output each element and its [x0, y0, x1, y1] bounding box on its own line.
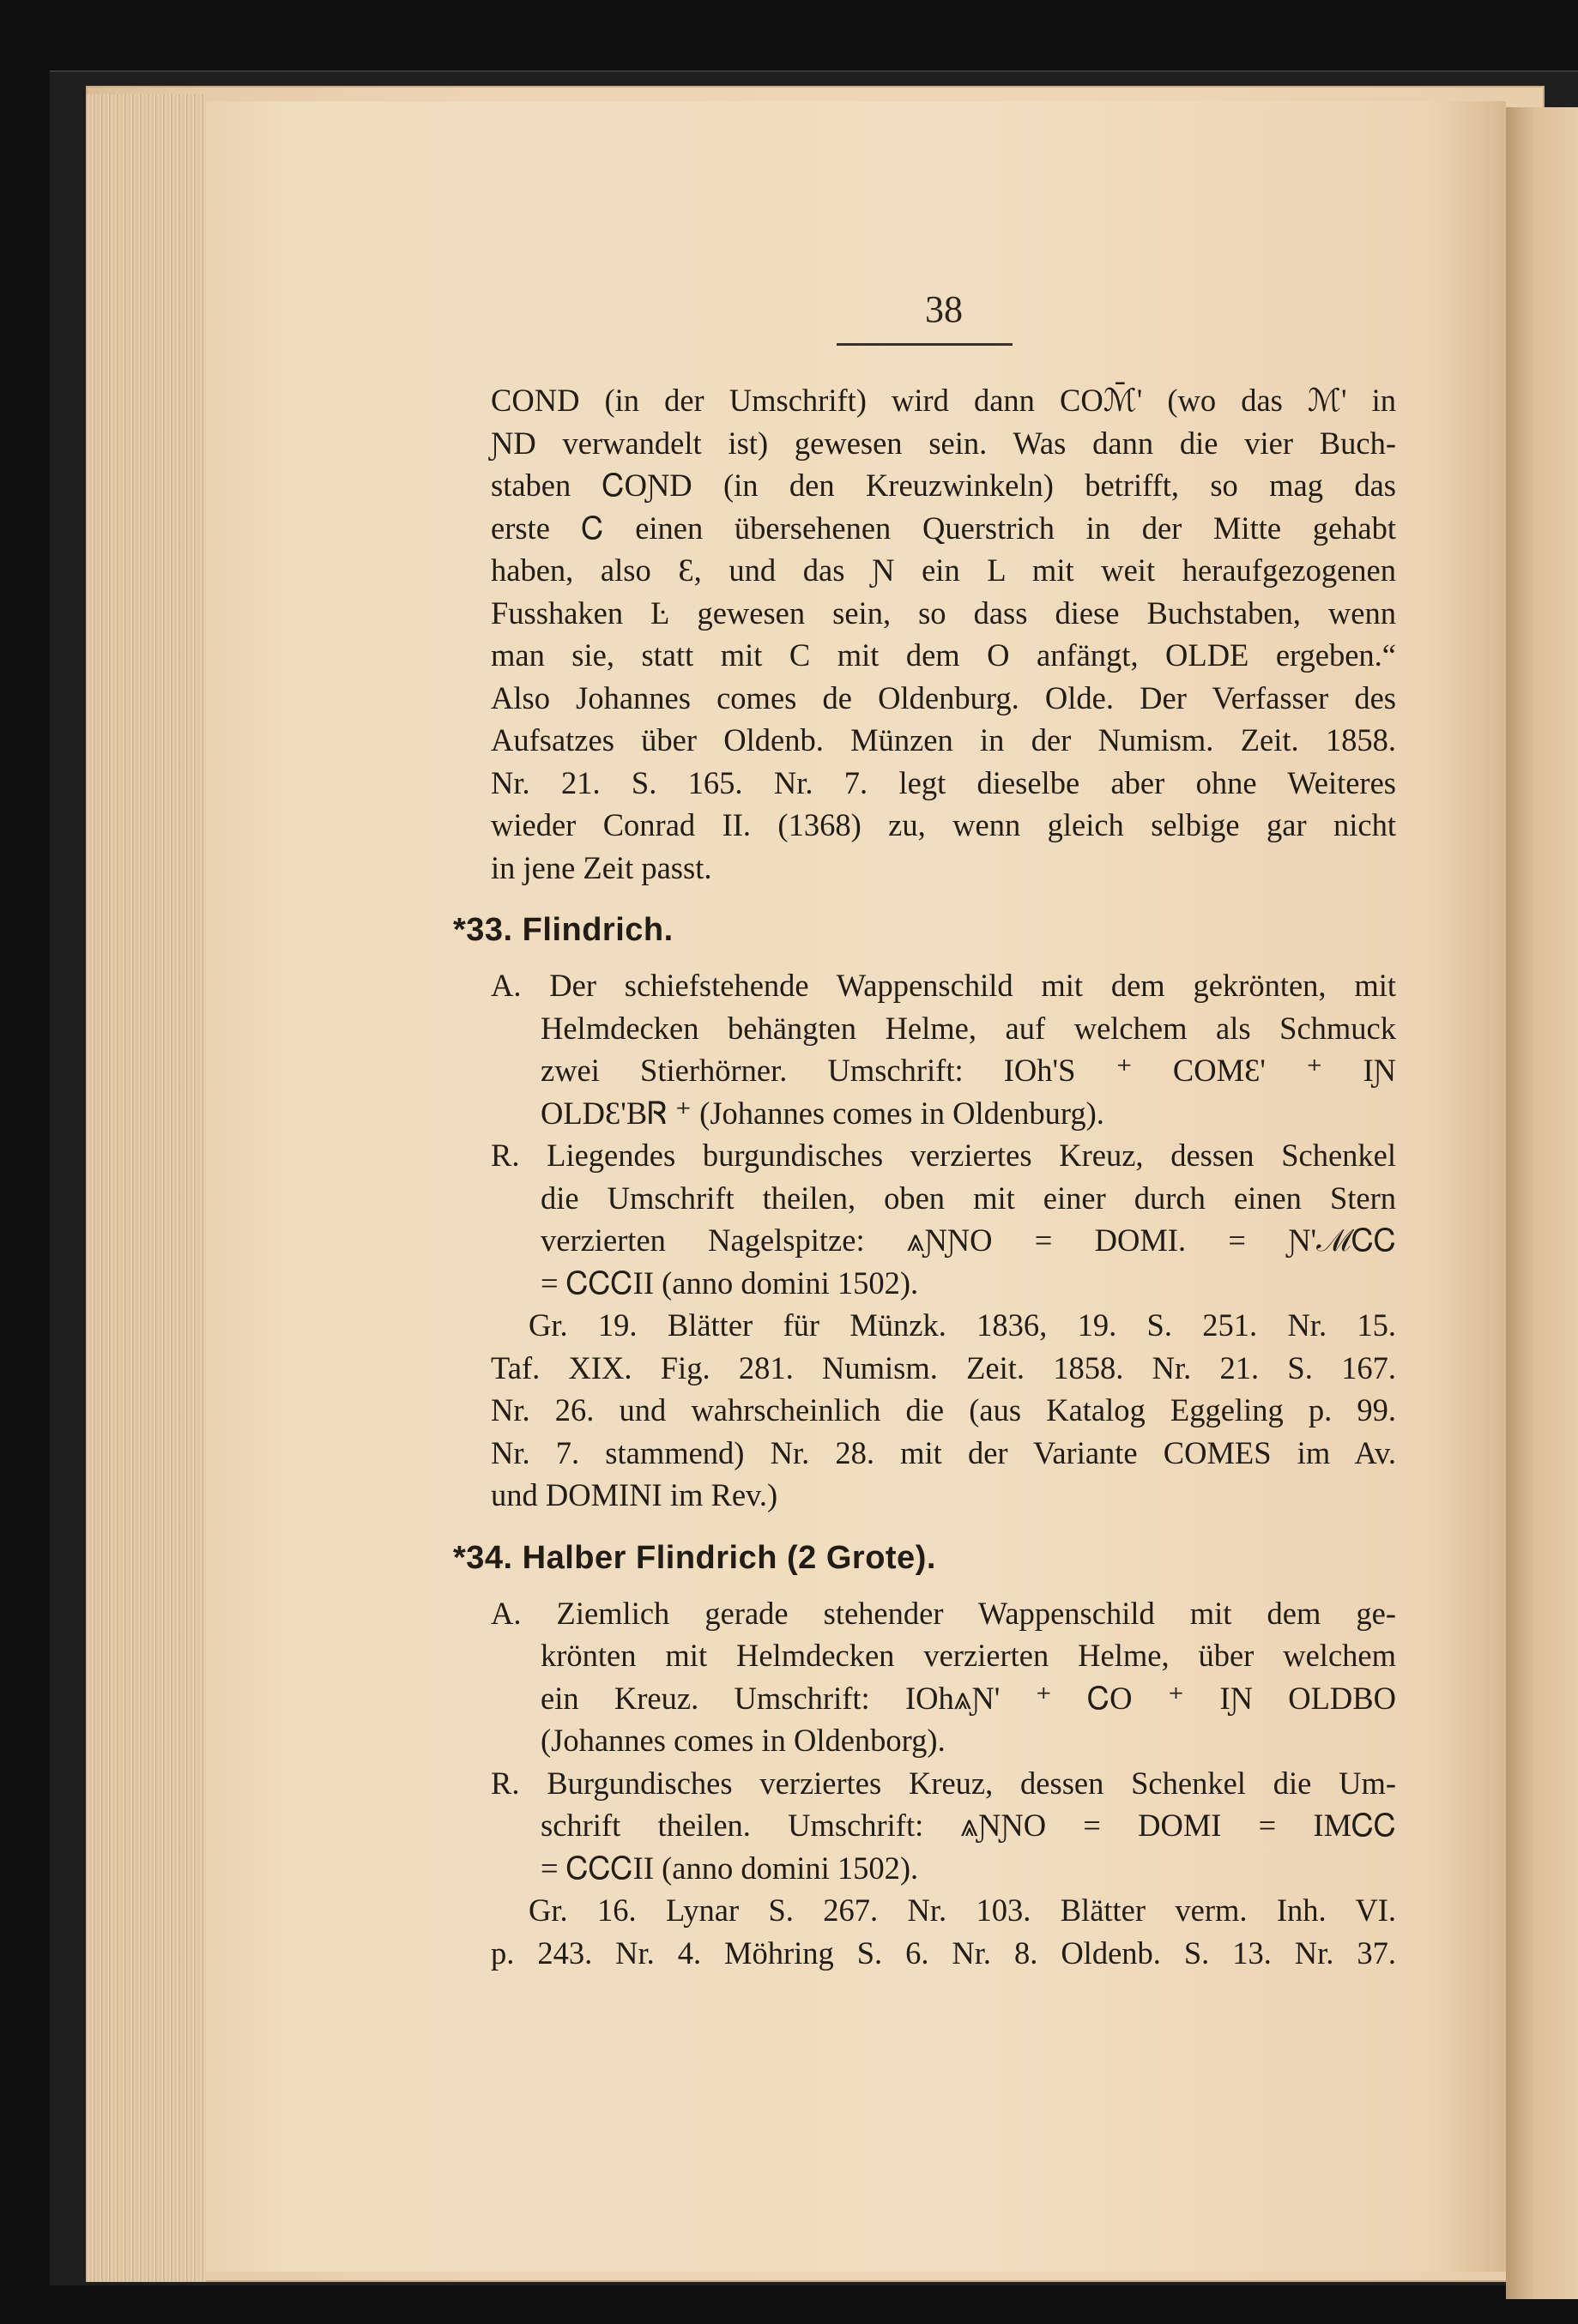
text-line: Gr. 19. Blätter für Münzk. 1836, 19. S. 251. Nr. 15. — [529, 1307, 1396, 1343]
text-line: Nr. 26. und wahrscheinlich die (aus Katalog Eggeling p. 99. — [491, 1392, 1396, 1428]
text-line: erste Ꮯ einen übersehenen Querstrich in der Mitte gehabt — [491, 510, 1396, 546]
text-line: Taf. XIX. Fig. 281. Numism. Zeit. 1858. Nr. 21. S. 167. — [491, 1349, 1396, 1385]
text-line: schrift theilen. Umschrift: ⩓ƝƝO = DOMI = IMᏟᏟ — [541, 1808, 1396, 1843]
text-line: in jene Zeit passt. — [491, 849, 712, 885]
text-line: OLDƐ'BᏒ ⁺ (Johannes comes in Oldenburg). — [541, 1095, 1104, 1131]
text-line: = ᏟᏟᏟII (anno domini 1502). — [541, 1850, 919, 1886]
text-line: wieder Conrad II. (1368) zu, wenn gleich selbige gar nicht — [491, 807, 1396, 842]
section-33-references — [491, 1304, 1396, 1517]
section-34-references — [491, 1889, 1396, 1974]
text-line: Gr. 16. Lynar S. 267. Nr. 103. Blätter verm. Inh. VI. — [529, 1892, 1396, 1928]
section-34-obverse — [491, 1592, 1396, 1762]
page-number: 38 — [925, 288, 963, 330]
section-heading-33: *33. Flindrich. — [453, 912, 674, 948]
text-line: verzierten Nagelspitze: ⩓ƝƝO = DOMI. = Ɲ'ℳᏟᏟ — [541, 1222, 1396, 1258]
text-line: krönten mit Helmdecken verzierten Helme, über welchem — [541, 1638, 1396, 1673]
text-line: A. Der schiefstehende Wappenschild mit dem gekrönten, mit — [491, 968, 1396, 1003]
text-line: R. Liegendes burgundisches verziertes Kreuz, dessen Schenkel — [491, 1138, 1396, 1173]
text-line: (Johannes comes in Oldenborg). — [541, 1723, 946, 1758]
text-line: haben, also Ɛ, und das Ɲ ein L mit weit heraufgezogenen — [491, 552, 1396, 588]
text-line: Also Johannes comes de Oldenburg. Olde. Der Verfasser des — [491, 679, 1396, 715]
text-line: = ᏟᏟᏟII (anno domini 1502). — [541, 1265, 919, 1301]
page-edges — [86, 94, 206, 2282]
text-line: Nr. 21. S. 165. Nr. 7. legt dieselbe aber ohne Weiteres — [491, 764, 1396, 800]
text-line: man sie, statt mit C mit dem O anfängt, OLDE ergeben.“ — [491, 637, 1396, 673]
text-line: COND (in der Umschrift) wird dann COℳ̄' (wo das ℳ' in — [491, 383, 1396, 418]
text-line: A. Ziemlich gerade stehender Wappenschild mit dem ge- — [491, 1595, 1396, 1631]
section-33-reverse — [491, 1134, 1396, 1304]
text-line: ein Kreuz. Umschrift: IOh⩓Ɲ' ⁺ ᏟO ⁺ IƝ OLDBO — [541, 1680, 1396, 1716]
facing-page-edge — [1506, 107, 1578, 2299]
section-33-obverse — [491, 964, 1396, 1134]
text-line: Aufsatzes über Oldenb. Münzen in der Numism. Zeit. 1858. — [491, 722, 1396, 758]
text-line: Helmdecken behängten Helme, auf welchem als Schmuck — [541, 1010, 1396, 1046]
text-line: R. Burgundisches verziertes Kreuz, dessen Schenkel die Um- — [491, 1765, 1396, 1801]
section-heading-34: *34. Halber Flindrich (2 Grote). — [453, 1539, 936, 1576]
text-line: die Umschrift theilen, oben mit einer durch einen Stern — [541, 1180, 1396, 1216]
text-line: staben ᏟOƝD (in den Kreuzwinkeln) betrifft, so mag das — [491, 468, 1396, 503]
text-line: ƝD verwandelt ist) gewesen sein. Was dann die vier Buch- — [491, 425, 1396, 461]
section-34-reverse — [491, 1762, 1396, 1890]
page-number-rule — [837, 343, 1013, 346]
text-line: Fusshaken Ŀ gewesen sein, so dass diese Buchstaben, wenn — [491, 595, 1396, 631]
text-line: p. 243. Nr. 4. Möhring S. 6. Nr. 8. Oldenb. S. 13. Nr. 37. — [491, 1935, 1396, 1971]
page-text — [453, 379, 1396, 1974]
text-line: zwei Stierhörner. Umschrift: IOh'S ⁺ COMƐ' ⁺ IƝ — [541, 1053, 1396, 1088]
intro-paragraph — [491, 379, 1396, 889]
text-line: und DOMINI im Rev.) — [491, 1477, 778, 1512]
text-line: Nr. 7. stammend) Nr. 28. mit der Variante COMES im Av. — [491, 1434, 1396, 1470]
